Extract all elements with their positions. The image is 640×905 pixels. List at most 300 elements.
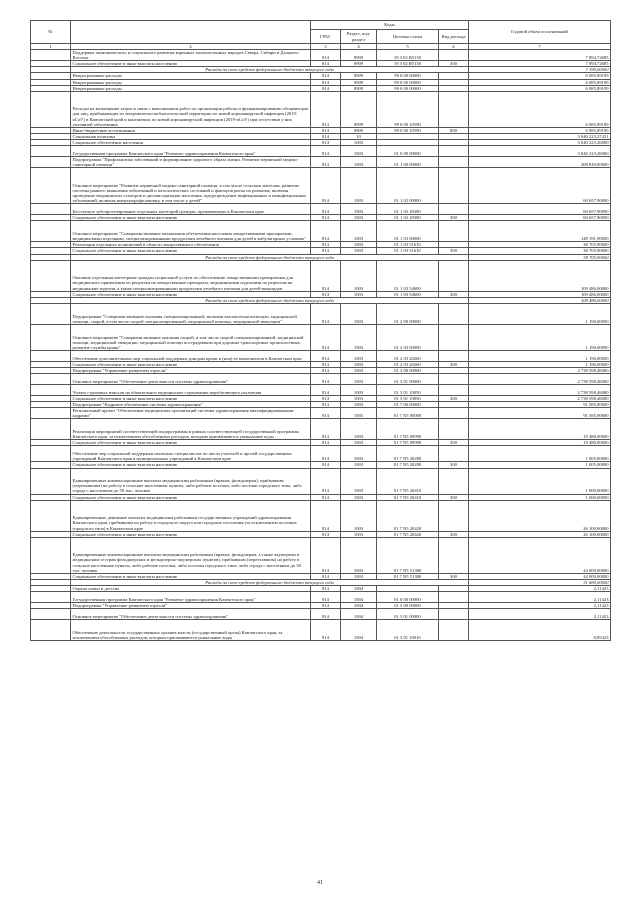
grbs-code: 814: [311, 79, 341, 85]
grbs-code: 814: [311, 531, 341, 537]
num-cell: [31, 408, 71, 419]
section-code: 1004: [341, 585, 377, 591]
item-name: Основное мероприятие "Обеспечение деятельности системы здравоохранения": [71, 373, 311, 384]
exptype-code: 300: [439, 361, 469, 367]
amount-cell: 60 657,90000: [469, 168, 611, 204]
table-row: [31, 384, 611, 395]
item-name: Региональный проект "Обеспечение медицинских организаций системы здравоохранения квалифицированными кадрами": [71, 408, 311, 419]
target-code: 99 0 00 00000: [377, 79, 439, 85]
section-code: 1003: [341, 157, 377, 168]
amount-cell: 2,11423: [469, 592, 611, 603]
num-cell: [31, 50, 71, 61]
table-row: [31, 446, 611, 462]
amount-cell: 6 085,89199: [469, 73, 611, 79]
grbs-code: 814: [311, 585, 341, 591]
section-code: 1003: [341, 139, 377, 145]
exptype-code: [439, 592, 469, 603]
target-code: 99 0 00 10590: [377, 127, 439, 133]
note-text: Расходы за счет средств федерального бюджета текущего года: [71, 67, 469, 73]
target-code: 01 1 03 00000: [377, 221, 439, 242]
section-code: 0909: [341, 127, 377, 133]
exptype-code: 300: [439, 215, 469, 221]
amount-cell: 91 585,00000: [469, 402, 611, 408]
target-code: 19 3 02 R5150: [377, 50, 439, 61]
num-cell: [31, 468, 71, 494]
num-cell: [31, 592, 71, 603]
target-code: 01 1 02 00000: [377, 168, 439, 204]
item-name: Государственная программа Камчатского края "Развитие здравоохранения Камчатского края": [71, 592, 311, 603]
table-row: [31, 221, 611, 242]
table-row: [31, 419, 611, 440]
exptype-code: 300: [439, 531, 469, 537]
target-code: 01 3 01 10010: [377, 620, 439, 641]
table-row: [31, 146, 611, 157]
item-name: Подпрограмма "Управление развитием отрасли": [71, 603, 311, 609]
grbs-code: 814: [311, 494, 341, 500]
section-code: 0909: [341, 73, 377, 79]
item-name: Социальное обеспечение и иные выплаты населению: [71, 531, 311, 537]
header-total: Годовой объем ассигнований: [469, 21, 611, 44]
target-code: 01 1 03 51610: [377, 248, 439, 254]
num-cell: [31, 260, 71, 291]
amount-cell: 7 894,72685: [469, 61, 611, 67]
amount-cell: 38 705,90000: [469, 242, 611, 248]
target-code: 01 7 N5 20280: [377, 446, 439, 462]
exptype-code: [439, 408, 469, 419]
amount-cell: 6 085,89199: [469, 79, 611, 85]
section-code: 1003: [341, 303, 377, 324]
num-cell: [31, 609, 71, 620]
num-cell: [31, 221, 71, 242]
table-row: [31, 468, 611, 494]
target-code: 01 3 01 10050: [377, 395, 439, 401]
page-number: 41: [317, 880, 323, 886]
section-code: 1004: [341, 609, 377, 620]
amount-cell: 6 085,89199: [469, 127, 611, 133]
exptype-code: 800: [439, 127, 469, 133]
target-code: 01 2 03 20260: [377, 361, 439, 367]
section-code: 1003: [341, 361, 377, 367]
target-code: 01 7 N5 09990: [377, 419, 439, 440]
section-code: 1003: [341, 462, 377, 468]
item-name: Социальное обеспечение и иные выплаты населению: [71, 61, 311, 67]
grbs-code: 814: [311, 139, 341, 145]
exptype-code: [439, 146, 469, 157]
item-name: Иные бюджетные ассигнования: [71, 127, 311, 133]
exptype-code: [439, 419, 469, 440]
item-name: Бесплатное зубопротезирование отдельных категорий граждан, проживающих в Камчатском крае: [71, 204, 311, 215]
grbs-code: 814: [311, 204, 341, 215]
grbs-code: 814: [311, 168, 341, 204]
grbs-code: 814: [311, 537, 341, 573]
section-code: 10: [341, 133, 377, 139]
note-amount: 31 680,00000: [469, 579, 611, 585]
amount-cell: 26 100,00000: [469, 500, 611, 531]
grbs-code: 814: [311, 157, 341, 168]
section-code: 1003: [341, 384, 377, 395]
colnum-4: 4: [341, 44, 377, 50]
target-code: 01 3 01 10050: [377, 384, 439, 395]
amount-cell: 2 738 598,46000: [469, 373, 611, 384]
exptype-code: [439, 620, 469, 641]
grbs-code: 814: [311, 367, 341, 373]
grbs-code: 814: [311, 350, 341, 361]
item-name: Социальное обеспечение и иные выплаты населению: [71, 462, 311, 468]
target-code: 01 1 00 00000: [377, 157, 439, 168]
grbs-code: 814: [311, 468, 341, 494]
section-code: 1003: [341, 324, 377, 350]
num-cell: [31, 157, 71, 168]
grbs-code: 814: [311, 373, 341, 384]
target-code: 01 1 02 20380: [377, 204, 439, 215]
exptype-code: [439, 537, 469, 573]
num-cell: [31, 146, 71, 157]
target-code: 01 7 N5 20410: [377, 494, 439, 500]
target-code: 01 7 00 00000: [377, 402, 439, 408]
amount-cell: 19 480,00000: [469, 419, 611, 440]
target-code: 01 3 01 00000: [377, 373, 439, 384]
section-code: 1003: [341, 573, 377, 579]
section-code: 0909: [341, 85, 377, 91]
target-code: 99 0 00 10590: [377, 91, 439, 127]
amount-cell: 109 486,00000: [469, 291, 611, 297]
amount-cell: 38 705,90000: [469, 248, 611, 254]
section-code: 1003: [341, 440, 377, 446]
item-name: Непрограммные расходы: [71, 73, 311, 79]
item-name: Социальное обеспечение и иные выплаты населению: [71, 573, 311, 579]
exptype-code: [439, 500, 469, 531]
header-grbs: ГРБС: [311, 30, 341, 44]
exptype-code: [439, 468, 469, 494]
note-amount: 38 705,90000: [469, 254, 611, 260]
amount-cell: 1 000,00000: [469, 468, 611, 494]
item-name: Основное мероприятие "Обеспечение деятельности системы здравоохранения": [71, 609, 311, 620]
amount-cell: 1 005,00000: [469, 462, 611, 468]
item-name: Охрана семьи и детства: [71, 585, 311, 591]
amount-cell: 2 738 598,46000: [469, 395, 611, 401]
section-code: 0909: [341, 91, 377, 127]
num-cell: [31, 204, 71, 215]
section-code: 0909: [341, 50, 377, 61]
note-text: Расходы за счет средств федерального бюджета текущего года: [71, 254, 469, 260]
num-cell: [31, 537, 71, 573]
amount-cell: 109 486,00000: [469, 260, 611, 291]
table-row: [31, 303, 611, 324]
colnum-1: 1: [31, 44, 71, 50]
amount-cell: 2,11423: [469, 609, 611, 620]
amount-cell: 0,85423: [469, 620, 611, 641]
target-code: 01 1 03 54600: [377, 260, 439, 291]
table-row: [31, 350, 611, 361]
target-code: 01 7 N5 20410: [377, 468, 439, 494]
target-code: 01 3 00 00000: [377, 603, 439, 609]
section-code: 1003: [341, 395, 377, 401]
grbs-code: 814: [311, 127, 341, 133]
item-name: Социальное обеспечение и иные выплаты населению: [71, 395, 311, 401]
exptype-code: 300: [439, 291, 469, 297]
exptype-code: [439, 204, 469, 215]
item-name: Единовременные денежные выплаты медицинским работникам государственных учреждений здравоохранения Камчатского края, прибывшим на работу в городского округа или городские поселения (за исключением поселков городского типа) в Камчатском крае: [71, 500, 311, 531]
target-code: 01 7 N5 00000: [377, 408, 439, 419]
section-code: 1003: [341, 494, 377, 500]
colnum-7: 7: [469, 44, 611, 50]
item-name: Обеспечение дополнительных мер социальной поддержки донорам крови и (или) ее компонентов в Камчатском крае: [71, 350, 311, 361]
colnum-6: 6: [439, 44, 469, 50]
section-code: 1003: [341, 215, 377, 221]
item-name: Государственная программа Камчатского края "Развитие здравоохранения Камчатского края": [71, 146, 311, 157]
budget-sheet: [30, 20, 610, 641]
section-code: 1003: [341, 350, 377, 361]
item-name: Основное мероприятие "Совершенствование оказания скорой, в том числе скорой специализированной, медицинской помощи, медицинской эвакуации, медицинской помощи пострадавшим при дорожно-транспортных происшествиях, развитие службы крови": [71, 324, 311, 350]
section-code: 1003: [341, 408, 377, 419]
item-name: Реализация отдельных полномочий в области лекарственного обеспечения: [71, 242, 311, 248]
target-code: 01 1 03 51610: [377, 242, 439, 248]
exptype-code: 300: [439, 462, 469, 468]
grbs-code: 814: [311, 592, 341, 603]
table-row: [31, 204, 611, 215]
item-name: Непрограммные расходы: [71, 79, 311, 85]
header-num: №: [31, 21, 71, 44]
num-cell: [31, 324, 71, 350]
table-body: [31, 50, 611, 641]
section-code: 1003: [341, 260, 377, 291]
item-name: Социальная политика: [71, 133, 311, 139]
amount-cell: 2 738 598,46000: [469, 384, 611, 395]
grbs-code: 814: [311, 609, 341, 620]
item-name: Реализация мероприятий соответствующей подпрограммы в рамках соответствующей государственной программы Камчатского края, за исключением обособленных расходов, которым присваиваются уникальные коды: [71, 419, 311, 440]
table-row: [31, 157, 611, 168]
target-code: 99 0 00 00000: [377, 85, 439, 91]
amount-cell: 44 000,00000: [469, 537, 611, 573]
item-name: Обеспечение мер социальной поддержки насколько специалистов по числа учителей и прочей государственных учреждений Камчатского края в муниципальных учреждений в Камчатском крае: [71, 446, 311, 462]
grbs-code: 814: [311, 361, 341, 367]
header-exptype: Вид расхода: [439, 30, 469, 44]
exptype-code: [439, 91, 469, 127]
item-name: Подпрограмма "Кадровое обеспечение системы здравоохранения": [71, 402, 311, 408]
section-code: 1004: [341, 592, 377, 603]
exptype-code: [439, 260, 469, 291]
header-name-blank: [71, 21, 311, 44]
section-code: 1003: [341, 221, 377, 242]
section-code: 1003: [341, 446, 377, 462]
exptype-code: 300: [439, 494, 469, 500]
section-code: 1003: [341, 500, 377, 531]
target-code: 01 1 03 54600: [377, 291, 439, 297]
target-code: 01 2 03 20260: [377, 350, 439, 361]
table-row: [31, 537, 611, 573]
table-row: [31, 609, 611, 620]
exptype-code: 300: [439, 440, 469, 446]
target-code: 01 1 02 20380: [377, 215, 439, 221]
target-code: 01 0 00 00000: [377, 592, 439, 603]
grbs-code: 814: [311, 221, 341, 242]
grbs-code: 814: [311, 395, 341, 401]
item-name: Расходы на возмещение затрат в связи с выполнением работ по организации работы и функционированию обсерваторов для лиц, прибывающих из эпидемически неблагополучной территории по новой коронавирусной инфекции (2019-nCoV) в Камчатский край и контактных по новой коронавирусной инфекции (2019-nCoV) при отсутствии у них указанной заболевания: [71, 91, 311, 127]
amount-cell: 60 657,90000: [469, 204, 611, 215]
colnum-2: 2: [71, 44, 311, 50]
item-name: Оказание отдельным категориям граждан социальной услуги по обеспечению лекарственными препаратами для медицинского применения по рецептам на лекарственные препараты, медицинскими изделиями по рецептам на медицинские изделия, а также специализированными продуктами лечебного питания для детей-инвалидов: [71, 260, 311, 291]
section-code: 0909: [341, 79, 377, 85]
num-cell: [31, 419, 71, 440]
target-code: 01 7 N5 09990: [377, 440, 439, 446]
target-code: 01 0 00 00000: [377, 146, 439, 157]
item-name: Поддержка экономического и социального развития коренных малочисленных народов Севера, Сибири и Дальнего Востока: [71, 50, 311, 61]
exptype-code: 300: [439, 573, 469, 579]
grbs-code: 814: [311, 462, 341, 468]
note-amount: 109 486,00000: [469, 297, 611, 303]
section-code: 1003: [341, 242, 377, 248]
grbs-code: 814: [311, 73, 341, 79]
item-name: Социальное обеспечение населения: [71, 139, 311, 145]
amount-cell: 208 849,80000: [469, 157, 611, 168]
exptype-code: [439, 324, 469, 350]
item-name: Социальное обеспечение и иные выплаты населению: [71, 291, 311, 297]
amount-cell: 1 190,00000: [469, 350, 611, 361]
grbs-code: 814: [311, 402, 341, 408]
item-name: Подпрограмма "Совершенствование оказания специализированной, включая высокотехнологичную, медицинской помощи, скорой, в том числе скорой специализированной, медицинской помощи, медицинской эвакуации": [71, 303, 311, 324]
item-name: Социальное обеспечение и иные выплаты населению: [71, 215, 311, 221]
amount-cell: 60 657,90000: [469, 215, 611, 221]
section-code: 1003: [341, 248, 377, 254]
grbs-code: 814: [311, 91, 341, 127]
amount-cell: 26 100,00000: [469, 531, 611, 537]
grbs-code: 814: [311, 446, 341, 462]
num-cell: [31, 91, 71, 127]
item-name: Единовременные компенсационные выплаты медицинским работникам (врачам, фельдшерам), прибывшим (переехавшим) на работу в сельские населенные пункты, либо рабочие поселки, либо поселки городского типа, либо города с населением до 50 тыс. человек: [71, 468, 311, 494]
table-row: [31, 500, 611, 531]
grbs-code: 814: [311, 573, 341, 579]
target-code: 01 7 N5 20420: [377, 531, 439, 537]
grbs-code: 814: [311, 146, 341, 157]
note-text: Расходы за счет средств федерального бюджета текущего года: [71, 579, 469, 585]
table-row: [31, 592, 611, 603]
amount-cell: 2,11423: [469, 585, 611, 591]
item-name: Подпрограмма "Профилактика заболеваний и формирование здорового образа жизни. Развитие первичной медико-санитарной помощи": [71, 157, 311, 168]
amount-cell: 1 190,00000: [469, 361, 611, 367]
grbs-code: 814: [311, 215, 341, 221]
item-name: Непрограммные расходы: [71, 85, 311, 91]
grbs-code: 814: [311, 324, 341, 350]
table-row: [31, 373, 611, 384]
grbs-code: 814: [311, 303, 341, 324]
amount-cell: 148 191,90000: [469, 221, 611, 242]
grbs-code: 814: [311, 603, 341, 609]
amount-cell: 19 480,00000: [469, 440, 611, 446]
amount-cell: 7 894,72685: [469, 50, 611, 61]
target-code: 01 2 00 00000: [377, 303, 439, 324]
item-name: Социальное обеспечение и иные выплаты населению: [71, 361, 311, 367]
exptype-code: [439, 168, 469, 204]
table-row: [31, 168, 611, 204]
exptype-code: 300: [439, 395, 469, 401]
exptype-code: [439, 157, 469, 168]
amount-cell: 6 085,89199: [469, 85, 611, 91]
num-cell: [31, 373, 71, 384]
table-row: [31, 260, 611, 291]
section-code: 1003: [341, 146, 377, 157]
section-code: 1004: [341, 620, 377, 641]
grbs-code: 814: [311, 500, 341, 531]
target-code: 01 3 01 00000: [377, 609, 439, 620]
grbs-code: 814: [311, 419, 341, 440]
amount-cell: 2 738 598,46000: [469, 367, 611, 373]
table-row: [31, 324, 611, 350]
exptype-code: [439, 446, 469, 462]
grbs-code: 814: [311, 620, 341, 641]
num-cell: [31, 384, 71, 395]
section-code: 1003: [341, 537, 377, 573]
amount-cell: 3 040 223,37421: [469, 133, 611, 139]
item-name: Подпрограмма "Управление развитием отрасли": [71, 367, 311, 373]
item-name: Социальное обеспечение и иные выплаты населению: [71, 248, 311, 254]
table-row: [31, 620, 611, 641]
header-section: Раздел, под-раздел: [341, 30, 377, 44]
exptype-code: 300: [439, 61, 469, 67]
table-row: [31, 50, 611, 61]
header-codes: Коды: [311, 21, 469, 30]
grbs-code: 814: [311, 408, 341, 419]
item-name: Основное мероприятие "Совершенствование механизмов обеспечения населения лекарственными препаратами, медицинскими изделиями, специализированными продуктами лечебного питания для детей в амбулаторных условиях": [71, 221, 311, 242]
grbs-code: 814: [311, 260, 341, 291]
amount-cell: 6 085,89199: [469, 91, 611, 127]
grbs-code: 814: [311, 133, 341, 139]
num-cell: [31, 168, 71, 204]
num-cell: [31, 446, 71, 462]
section-code: 1003: [341, 367, 377, 373]
target-code: 01 7 N5 20280: [377, 462, 439, 468]
exptype-code: [439, 350, 469, 361]
target-code: 01 2 03 00000: [377, 324, 439, 350]
amount-cell: 1 190,00000: [469, 303, 611, 324]
amount-cell: 1 000,00000: [469, 494, 611, 500]
colnum-5: 5: [377, 44, 439, 50]
section-code: 1003: [341, 291, 377, 297]
table-header: [31, 21, 611, 50]
item-name: Социальное обеспечение и иные выплаты населению: [71, 440, 311, 446]
amount-cell: 91 585,00000: [469, 408, 611, 419]
section-code: 1003: [341, 204, 377, 215]
grbs-code: 814: [311, 440, 341, 446]
amount-cell: 1 005,00000: [469, 446, 611, 462]
note-text: Расходы за счет средств федерального бюджета текущего года: [71, 297, 469, 303]
section-code: 1004: [341, 603, 377, 609]
section-code: 1003: [341, 402, 377, 408]
item-name: Уплата страховых взносов на обязательное медицинское страхование неработающего населения: [71, 384, 311, 395]
amount-cell: 44 000,00000: [469, 573, 611, 579]
section-code: 1003: [341, 373, 377, 384]
target-code: 01 7 N5 51380: [377, 573, 439, 579]
num-cell: [31, 500, 71, 531]
section-code: 1003: [341, 419, 377, 440]
exptype-code: [439, 50, 469, 61]
item-name: Единовременные компенсационные выплаты медицинским работникам (врачам, фельдшерам, а также акушеркам и медицинским сестрам фельдшерских и фельдшерско-акушерских пунктов), прибывшим (переехавшим) на работу в сельские населенные пункты, либо рабочие поселки, либо поселки городского типа, либо города с населением до 50 тыс. человек: [71, 537, 311, 573]
section-code: 1003: [341, 168, 377, 204]
grbs-code: 814: [311, 384, 341, 395]
num-cell: [31, 303, 71, 324]
target-code: 01 7 N5 51380: [377, 537, 439, 573]
amount-cell: 2,11423: [469, 603, 611, 609]
num-cell: [31, 350, 71, 361]
exptype-code: [439, 384, 469, 395]
section-code: 1003: [341, 468, 377, 494]
note-amount: 7 190,00000: [469, 67, 611, 73]
target-code: 01 3 00 00000: [377, 367, 439, 373]
amount-cell: 3 040 223,26000: [469, 139, 611, 145]
amount-cell: 1 190,00000: [469, 324, 611, 350]
exptype-code: [439, 373, 469, 384]
colnum-3: 3: [311, 44, 341, 50]
amount-cell: 3 040 223,26000: [469, 146, 611, 157]
